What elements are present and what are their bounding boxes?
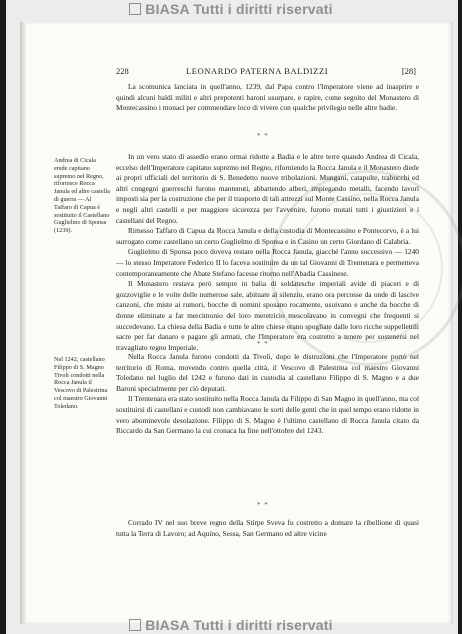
watermark-seal-icon: [129, 619, 141, 631]
section-separator: * *: [257, 501, 269, 509]
paragraph: Nella Rocca Janula furono condotti da Tivoli, dopo le distruzioni che l'Imperatore portò nel territorio di Roma, movendo contro quella città, il Vescovo di Palestrina col maestro Giovanni Toledano nel luglio del 1242 e furono dati in custodia al castellano Filippo di S. Magno e a due Baroni specialmente per ciò deputati.: [116, 352, 419, 393]
text-block-3: [116, 352, 419, 437]
page-number: 228: [116, 66, 129, 76]
margin-note: Andrea di Cicala erede capitano supremo nel Regno, rifornisce Rocca Janula ed altre castella di guerra — Al Taffaro di Capua è sostituito il Castellano Guglielmo di Sponsa (1239).: [54, 157, 110, 235]
paragraph: Corrado IV nel suo breve regno della Stirpe Sveva fu costretto a domare la ribellione di quasi tutta la Terra di Lavoro; ad Aquino, Sessa, San Germano ed altre vicine: [116, 518, 419, 538]
watermark-top: [0, 1, 462, 17]
section-separator: * *: [257, 340, 269, 348]
margin-note: Nel 1242, castellano Filippo di S. Magno Tivoli condotti nella Rocca Janula il Vescovo di Palestrina col maestro Giovanni Toledano.: [54, 356, 108, 410]
text-block-4: [116, 518, 419, 539]
paragraph: Il Monastero restava però sempre in balia di soldatesche imperiali avide di piaceri e di gozzoviglie e le volte delle numerose sale, abituate al silenzio, erano ora percosse da onde di lascive canzoni, che miste ai rumori, bocche di uomini sposano rocamente, usuivano e anche da bocche di donne eliminate a far mercimonio del loro meretricio mescolavano in convegni che frequenti si succedevano. La chiesa della Badia e tutte le altre chiese erano spogliate dalle loro ricche suppellettili sacre per far danaro e pagare gli armati, che l'Imperatore era costretto a tenere per sostenersi nel travagliato regno Imperiale.: [116, 279, 419, 352]
paragraph: In un vero stato di assedio erano ormai ridotte a Badia e le altre terre quando Andrea di Cicala, eccelso dell'Imperatore capitano supremo nel Regno, riforniendo la Rocca Janula e il Monastero diede ai propri ufficiali del territorio di S. Benedetto nuove tribolazioni. Mungani, catapulte, trabucchi ed altri congegni guerreschi furono mantenuti, abbattendo alberi, impiegando metalli, facendo lavori imposti sia per la costruzione che per il trasporto di tali attrezzi sul Monte Cassino, nella Rocca Janula e negli altri castelli e per maggiore sicurezza per l'avvenire, furono mutati tutti i giustizieri e i castellani del Regno.: [116, 152, 419, 225]
section-separator: * *: [257, 132, 269, 140]
running-title: LEONARDO PATERNA BALDIZZI: [186, 66, 329, 76]
bracket-number: [28]: [401, 66, 416, 76]
watermark-bottom-text: BIASA Tutti i diritti riservati: [145, 617, 333, 633]
paragraph: Il Trentenara era stato sostituito nella Rocca Janula da Filippo di San Magno in quell'anno, ma col sostituirsi di castellani e custodi non cambiavano le sorti delle genti che in quel tempo erano ridotte in vero abominevole desolazione. Filippo di S. Magno è l'ultimo castellano di Rocca Janula citato da Riccardo da San Germano la cui cronaca ha fine nell'ottobre del 1243.: [116, 394, 419, 436]
watermark-seal-icon: [129, 3, 141, 15]
watermark-bottom: [0, 617, 462, 633]
paragraph: Rimesso Taffaro di Capua da Rocca Janula e della custodia di Montecassino e Pontecorvo, è a lui surrogato come castellano un certo Guglielmo di Sponsa e in Casino un certo Giordano di Calabria.: [116, 226, 419, 246]
text-block-2: [116, 152, 419, 353]
paragraph: La scomunica lanciata in quell'anno, 1239, dal Papa contro l'Imperatore viene ad inasprire e quindi alcuni baldi militi e altri prepotenti baroni usurpare, e rapire, come seguito del Monastero di Montecassino i monaci per commendare loco di vivere con qualche privilegio nelle altre badie.: [116, 82, 419, 113]
page-gutter: [20, 22, 26, 624]
text-block-1: [116, 82, 419, 114]
paragraph: Guglielmo di Sponsa poco doveva restare nella Rocca Janula, giacché l'anno successivo — 1240 — lo stesso Imperatore Federico II lo faceva sostituire da un tal Giovanni di Trentenara e permetteva contemporaneamente che Abate Stefano facesse ritorno nell'Abadia Cassinese.: [116, 247, 419, 278]
watermark-top-text: BIASA Tutti i diritti riservati: [145, 1, 333, 17]
